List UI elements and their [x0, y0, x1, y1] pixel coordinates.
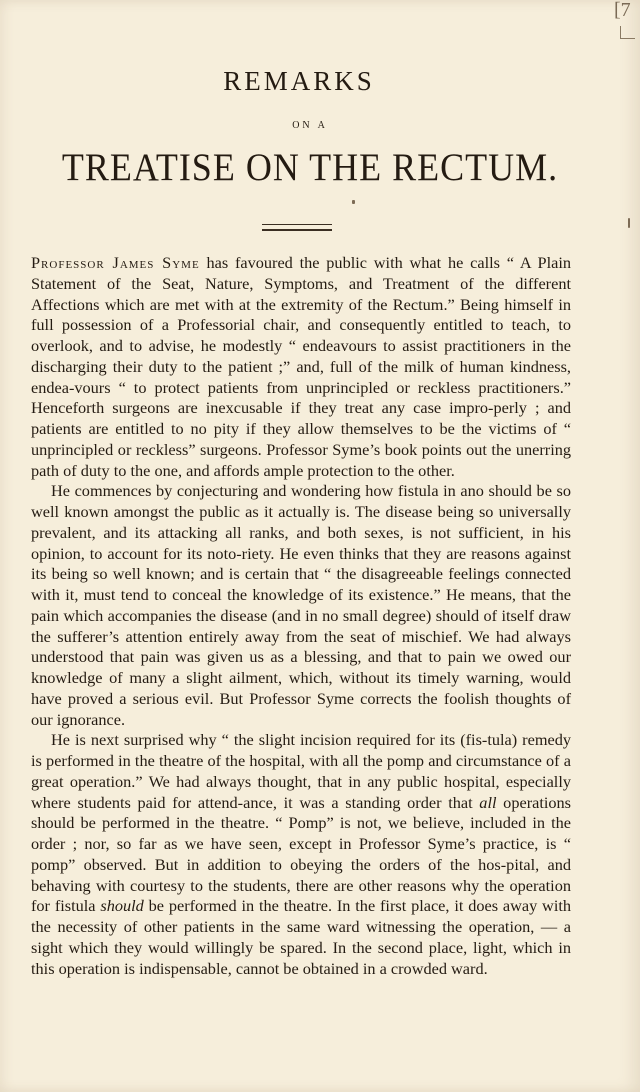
paragraph-1 [31, 253, 571, 481]
ink-speck [352, 200, 355, 204]
emphasis-all: all [479, 792, 497, 812]
corner-mark-text: [7 [614, 0, 631, 21]
emphasis-should: should [100, 896, 144, 916]
corner-bracket [620, 26, 635, 39]
paragraph-3-text-b: operations should be performed in the theatre. “ Pomp” is not, we believe, included in the order ; nor, so far as we have seen, except in Professor Syme’s practice, is “ pomp” observed. But in addition to obeying the orders of the hos-pital, and behaving with courtesy to the students, there are other reasons why the operation for fistula [31, 792, 572, 916]
paragraph-1-text: has favoured the public with what he calls “ A Plain Statement of the Seat, Nature, Symptoms, and Treatment of the different Affections which are met with at the extremity of the Rectum.” Being himself in full possession of a Professorial chair, and consequently entitled to teach, to overlook, and to advise, he modestly “ endeavours to assist practitioners in the discharging their duty to the patient ;” and, full of the milk of human kindness, endea-vours “ to protect patients from unprincipled or reckless practitioners.” Henceforth surgeons are inexcusable if they treat any case impro-perly ; and patients are entitled to no pity if they allow themselves to be the victims of “ unprincipled or reckless” surgeons. Professor Syme’s book points out the unerring path of duty to the one, and affords ample protection to the other. [31, 253, 571, 480]
author-name-caps: Professor James Syme [31, 253, 200, 272]
title-treatise: TREATISE ON THE RECTUM. [61, 145, 559, 189]
corner-mark [614, 0, 636, 40]
paragraph-3-text-a: He is next surprised why “ the slight incision required for its (fis-tula) remedy is performed in the theatre of the hospital, with all the pomp and circumstance of a great operation.” We had always thought, that in any public hospital, especially where students paid for attend-ance, it was a standing order that [31, 730, 571, 812]
title-rule [262, 224, 332, 231]
ink-speck [628, 218, 630, 228]
title-on-a: ON A [292, 120, 328, 131]
paragraph-2: He commences by conjecturing and wondering how fistula in ano should be so well known amongst the public as it actually is. The disease being so universally prevalent, and its attacking all ranks, and both sexes, is not sufficient, in his opinion, to account for its noto-riety. He even thinks that they are reasons against its being so well known; and is certain that “ the disagreeable feelings connected with it, must tend to conceal the knowledge of its existence.” He means, that the pain which accompanies the disease (and in no small degree) should of itself draw the sufferer’s attention entirely away from the seat of mischief. We had always understood that pain was given us as a blessing, and that to pain we owed our knowledge of many a slight ailment, which, without its timely warning, would have proved a serious evil. But Professor Syme corrects the foolish thoughts of our ignorance. [31, 481, 571, 729]
body-text [31, 253, 571, 979]
paragraph-3-text-c: be performed in the theatre. In the first place, it does away with the necessity of other patients in the same ward witnessing the operation, — a sight which they would willingly be spared. In the second place, light, which in this operation is indispensable, cannot be obtained in a crowded ward. [31, 896, 572, 978]
paragraph-3 [31, 730, 571, 979]
title-remarks: REMARKS [223, 66, 375, 96]
